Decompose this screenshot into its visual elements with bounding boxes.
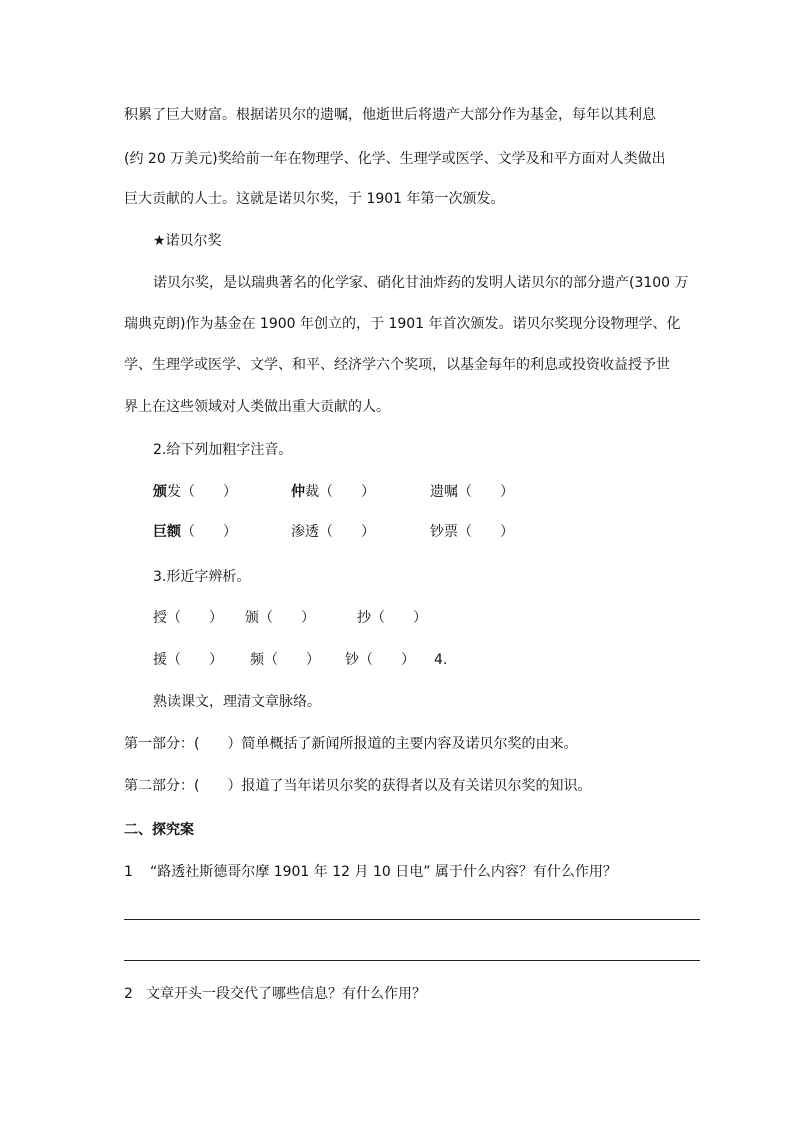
intro-line-3: 巨大贡献的人士。这就是诺贝尔奖，于 1901 年第一次颁发。 <box>124 191 505 207</box>
nobel-line-3: 学、生理学或医学、文学、和平、经济学六个奖项，以基金每年的利息或投资收益授予世 <box>124 357 670 373</box>
q2-item-bold: 颁 <box>153 484 167 500</box>
q4-number: 4. <box>434 652 448 668</box>
q3-title: 3.形近字辨析。 <box>153 569 251 585</box>
explore-q1-number: 1 <box>124 864 133 880</box>
q4-part-1: 第一部分：( ）简单概括了新闻所报道的主要内容及诺贝尔奖的由来。 <box>124 736 578 752</box>
answer-line-1[interactable] <box>124 919 700 920</box>
nobel-line-4: 界上在这些领域对人类做出重大贡献的人。 <box>124 399 390 415</box>
answer-line-2[interactable] <box>124 960 700 961</box>
q2-item-zhongcai <box>291 482 375 502</box>
q2-item-jue <box>153 522 237 542</box>
section-heading-explore: 二、探究案 <box>124 822 194 838</box>
nobel-heading: ★诺贝尔奖 <box>153 233 222 249</box>
q2-item-text: 渗透（ ） <box>291 524 375 540</box>
nobel-line-1: 诺贝尔奖，是以瑞典著名的化学家、硝化甘油炸药的发明人诺贝尔的部分遗产(3100 万 <box>153 275 689 291</box>
intro-line-1: 积累了巨大财富。根据诺贝尔的遗嘱，他逝世后将遗产大部分作为基金，每年以其利息 <box>124 107 656 123</box>
q2-item-text: 发（ ） <box>167 484 237 500</box>
q4-title: 熟读课文，理清文章脉络。 <box>153 694 321 710</box>
q2-title: 2.给下列加粗字注音。 <box>153 442 293 458</box>
q3-item: 抄（ ） <box>357 610 427 626</box>
q3-item: 颁（ ） <box>245 610 315 626</box>
explore-q1-text: “路透社斯德哥尔摩 1901 年 12 月 10 日电” 属于什么内容？有什么作用？ <box>150 864 617 880</box>
q3-item: 钞（ ） <box>345 652 415 668</box>
q2-item-bold: 巨额 <box>153 524 181 540</box>
q2-item-shentou <box>291 522 375 542</box>
q2-item-text: （ ） <box>181 524 237 540</box>
q2-item-text: 钞票（ ） <box>430 524 514 540</box>
q3-item: 援（ ） <box>153 652 223 668</box>
intro-line-2: (约 20 万美元)奖给前一年在物理学、化学、生理学或医学、文学及和平方面对人类做出 <box>124 151 666 167</box>
q2-item-banfa <box>153 482 237 502</box>
q3-item: 频（ ） <box>250 652 320 668</box>
explore-q2-number: 2 <box>124 986 133 1002</box>
q2-item-chaopiao <box>430 522 514 542</box>
q2-item-text: 裁（ ） <box>305 484 375 500</box>
q2-item-yizhu <box>430 482 514 502</box>
q4-part-2: 第二部分：( ）报道了当年诺贝尔奖的获得者以及有关诺贝尔奖的知识。 <box>124 778 592 794</box>
q2-item-bold: 仲 <box>291 484 305 500</box>
explore-q2-text: 文章开头一段交代了哪些信息？有什么作用？ <box>146 986 426 1002</box>
q3-item: 授（ ） <box>153 610 223 626</box>
nobel-line-2: 瑞典克朗)作为基金在 1900 年创立的，于 1901 年首次颁发。诺贝尔奖现分设物理学、化 <box>124 316 681 332</box>
q2-item-text: 遗嘱（ ） <box>430 484 514 500</box>
